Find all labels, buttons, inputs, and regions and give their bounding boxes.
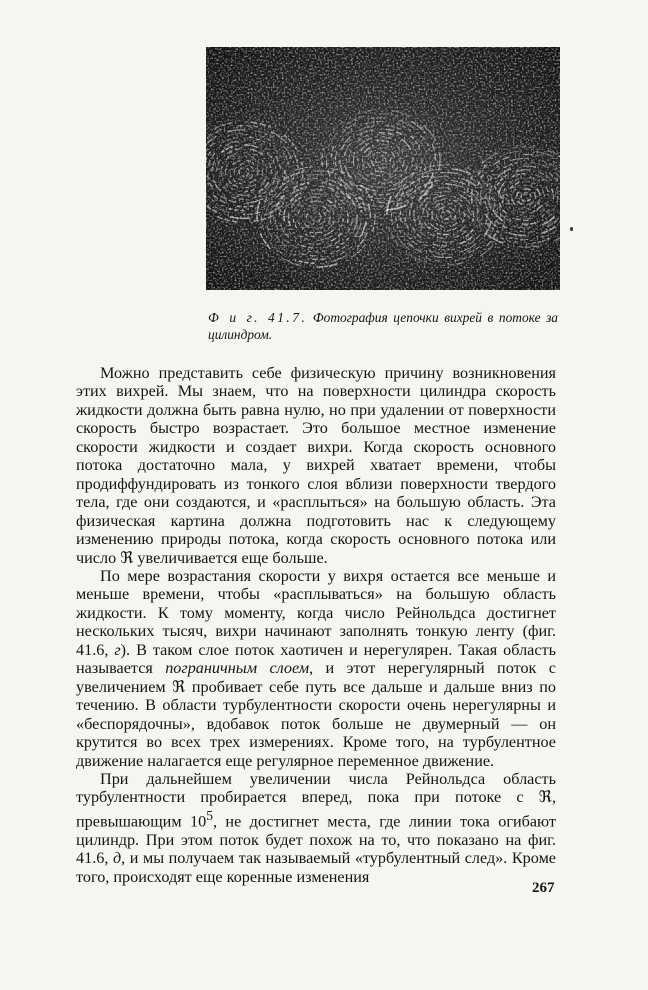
exponent: 5 [206,807,213,823]
figure-subref-d: д [112,849,122,868]
paragraph-2-text-b: ). В таком слое поток хаотичен и нерегулярен. Такая область называется [76,640,556,678]
paragraph-3-text-b: , не достигнет места, где линии тока огибают цилиндр. При этом поток будет похож на то, что показано на фиг. 41.6, [76,812,556,868]
paragraph-1-text: Можно представить себе физическую причину возникновения этих вихрей. Мы знаем, что на поверхности цилиндра скорость жидкости должна быть равна нулю, но при удалении от поверхности скорость быстро возрастает. Это большое местное изменение скорости жидкости и создает вихри. Когда скорость основного потока достаточно мала, у вихрей хватает времени, чтобы продиффундировать из тонкого слоя вблизи поверхности твердого тела, где они создаются, и «расплыться» на большую область. Эта физическая картина должна подготовить нас к следующему изменению природы потока, когда скорость основного потока или число ℜ увеличивается еще больше. [76,364,556,567]
figure-caption-text: Фотография цепочки вихрей в потоке за цилиндром. [208,310,558,342]
term-boundary-layer: пограничным слоем [165,659,310,678]
vortex-street-photo [206,47,560,290]
paragraph-2-text-c: , и этот нерегулярный поток с увеличением ℜ пробивает себе путь все дальше и дальше вниз по течению. В области турбулентности скорости очень нерегулярны и «беспорядочны», вдобавок поток больше не двумерный — он крутится во всех трех измерениях. Кроме того, на турбулентное движение налагается еще регулярное переменное движение. [76,659,556,770]
paragraph-3-text-a: При дальнейшем увеличении числа Рейнольдса область турбулентности пробирается вперед, пока при потоке с ℜ, превышающим 10 [76,769,556,831]
paragraph-1 [76,364,556,567]
margin-mark [570,227,573,231]
vortex-photo-canvas [206,47,560,290]
body-text [76,364,556,886]
figure-subref-g: г [114,640,121,659]
figure-label: Ф и г. 41.7. [208,310,308,325]
figure-caption [208,309,558,343]
paragraph-3-text-c: , и мы получаем так называемый «турбулентный след». Кроме того, происходят еще коренные изменения [76,849,556,886]
photo-grain [206,47,560,290]
paragraph-2 [76,567,556,770]
paragraph-2-text-a: По мере возрастания скорости у вихря остается все меньше и меньше времени, чтобы «расплываться» на большую область жидкости. К тому моменту, когда число Рейнольдса достигнет нескольких тысяч, вихри начинают заполнять тонкую ленту (фиг. 41.6, [76,566,556,659]
page-number: 267 [532,880,555,896]
paragraph-3 [76,770,556,886]
